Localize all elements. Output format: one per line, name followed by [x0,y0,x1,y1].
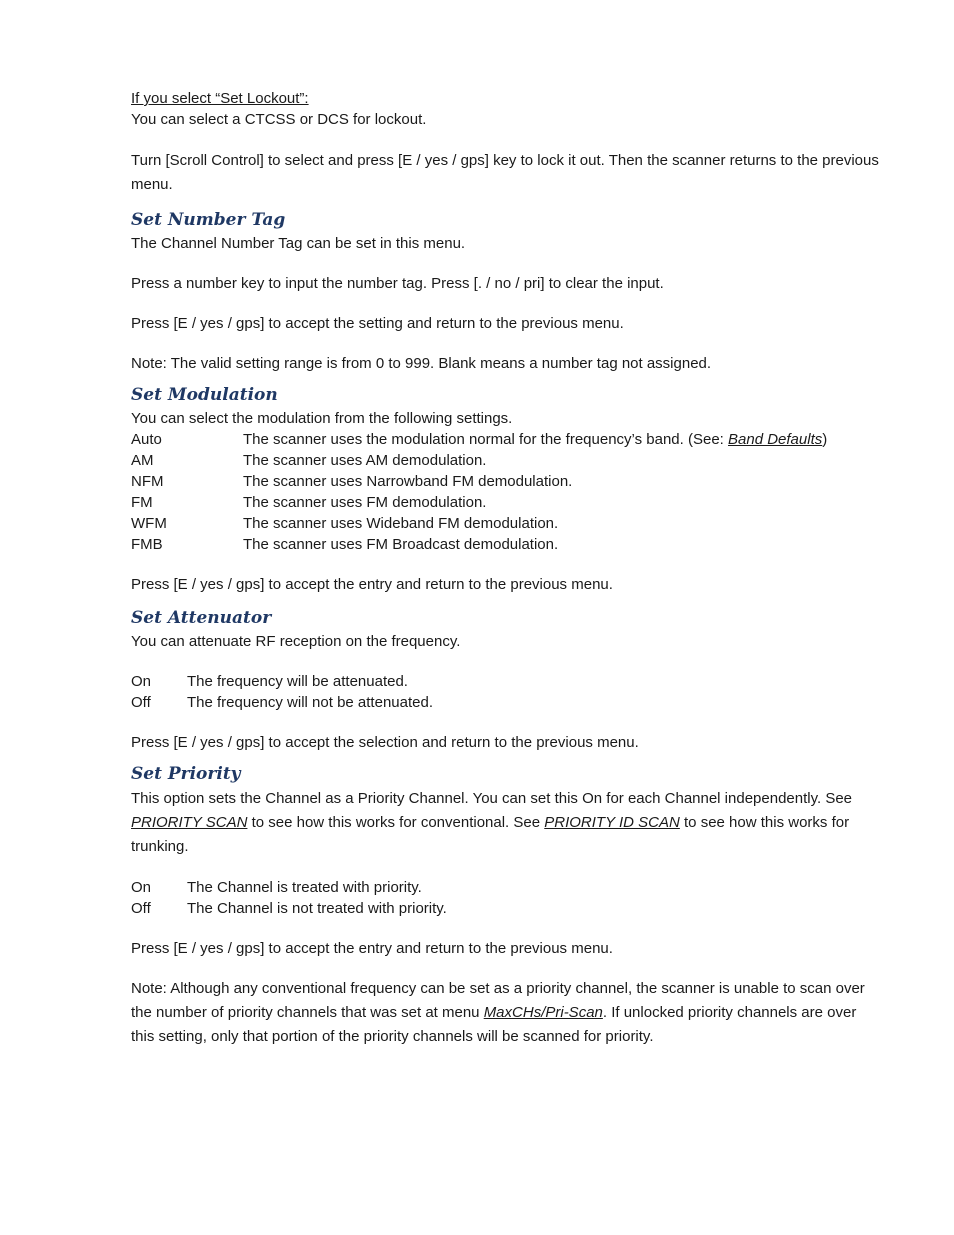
priority-id-scan-link[interactable]: PRIORITY ID SCAN [544,814,680,831]
priority-option [131,898,881,919]
attenuator-intro: You can attenuate RF reception on the frequency. [131,633,461,650]
option-desc: The scanner uses the modulation normal for the frequency’s band. (See: Band Defaults) [243,431,828,448]
priority-intro: This option sets the Channel as a Priority Channel. You can set this On for each Channel independently. See PRIORITY SCAN to see how this works for conventional. See PRIORITY ID SCAN to see how this works for trunking. [131,790,853,855]
modulation-option [131,471,881,492]
modulation-option-auto [131,429,881,450]
option-desc: The scanner uses Narrowband FM demodulation. [243,473,573,490]
option-desc: The Channel is treated with priority. [187,879,422,896]
section-title-modulation: Set Modulation [131,385,278,405]
lockout-heading: If you select “Set Lockout”: [131,90,309,107]
option-term: NFM [131,473,164,490]
option-desc: The scanner uses FM Broadcast demodulation. [243,536,559,553]
lockout-line: You can select a CTCSS or DCS for lockout. [131,111,427,128]
number-tag-accept: Press [E / yes / gps] to accept the setting and return to the previous menu. [131,315,624,332]
attenuator-option [131,692,881,713]
section-title-number-tag: Set Number Tag [131,210,286,230]
option-desc: The frequency will not be attenuated. [187,694,433,711]
priority-option [131,877,881,898]
band-defaults-link[interactable]: Band Defaults [728,431,823,448]
number-tag-note: Note: The valid setting range is from 0 to 999. Blank means a number tag not assigned. [131,355,712,372]
priority-accept: Press [E / yes / gps] to accept the entry and return to the previous menu. [131,940,613,957]
attenuator-accept: Press [E / yes / gps] to accept the selection and return to the previous menu. [131,734,639,751]
maxchs-pri-scan-link[interactable]: MaxCHs/Pri-Scan [483,1004,603,1021]
section-title-priority: Set Priority [131,764,241,784]
modulation-intro: You can select the modulation from the following settings. [131,410,513,427]
document-page [131,88,881,1049]
priority-scan-link[interactable]: PRIORITY SCAN [131,814,248,831]
option-term: FM [131,494,153,511]
option-term: On [131,879,152,896]
option-term: AM [131,452,154,469]
option-term: Off [131,694,151,711]
option-desc: The scanner uses AM demodulation. [243,452,487,469]
option-term: FMB [131,536,163,553]
option-desc: The frequency will be attenuated. [187,673,408,690]
priority-note: Note: Although any conventional frequency can be set as a priority channel, the scanner is unable to scan over the number of priority channels that was set at menu MaxCHs/Pri-Scan. If unlocked priority channels are over this setting, only that portion of the priority channels will be scanned for priority. [131,980,865,1045]
option-desc: The Channel is not treated with priority. [187,900,447,917]
option-term: On [131,673,152,690]
modulation-option [131,534,881,555]
modulation-option [131,492,881,513]
number-tag-instruction: Press a number key to input the number tag. Press [. / no / pri] to clear the input. [131,275,664,292]
modulation-accept: Press [E / yes / gps] to accept the entry and return to the previous menu. [131,576,613,593]
option-term: WFM [131,515,167,532]
section-title-attenuator: Set Attenuator [131,608,272,628]
option-term: Off [131,900,151,917]
modulation-option [131,450,881,471]
lockout-paragraph: Turn [Scroll Control] to select and press [E / yes / gps] key to lock it out. Then the scanner returns to the previous menu. [131,152,879,193]
option-desc: The scanner uses FM demodulation. [243,494,487,511]
attenuator-option [131,671,881,692]
option-term: Auto [131,431,162,448]
option-desc: The scanner uses Wideband FM demodulation. [243,515,559,532]
number-tag-intro: The Channel Number Tag can be set in this menu. [131,235,466,252]
modulation-option [131,513,881,534]
